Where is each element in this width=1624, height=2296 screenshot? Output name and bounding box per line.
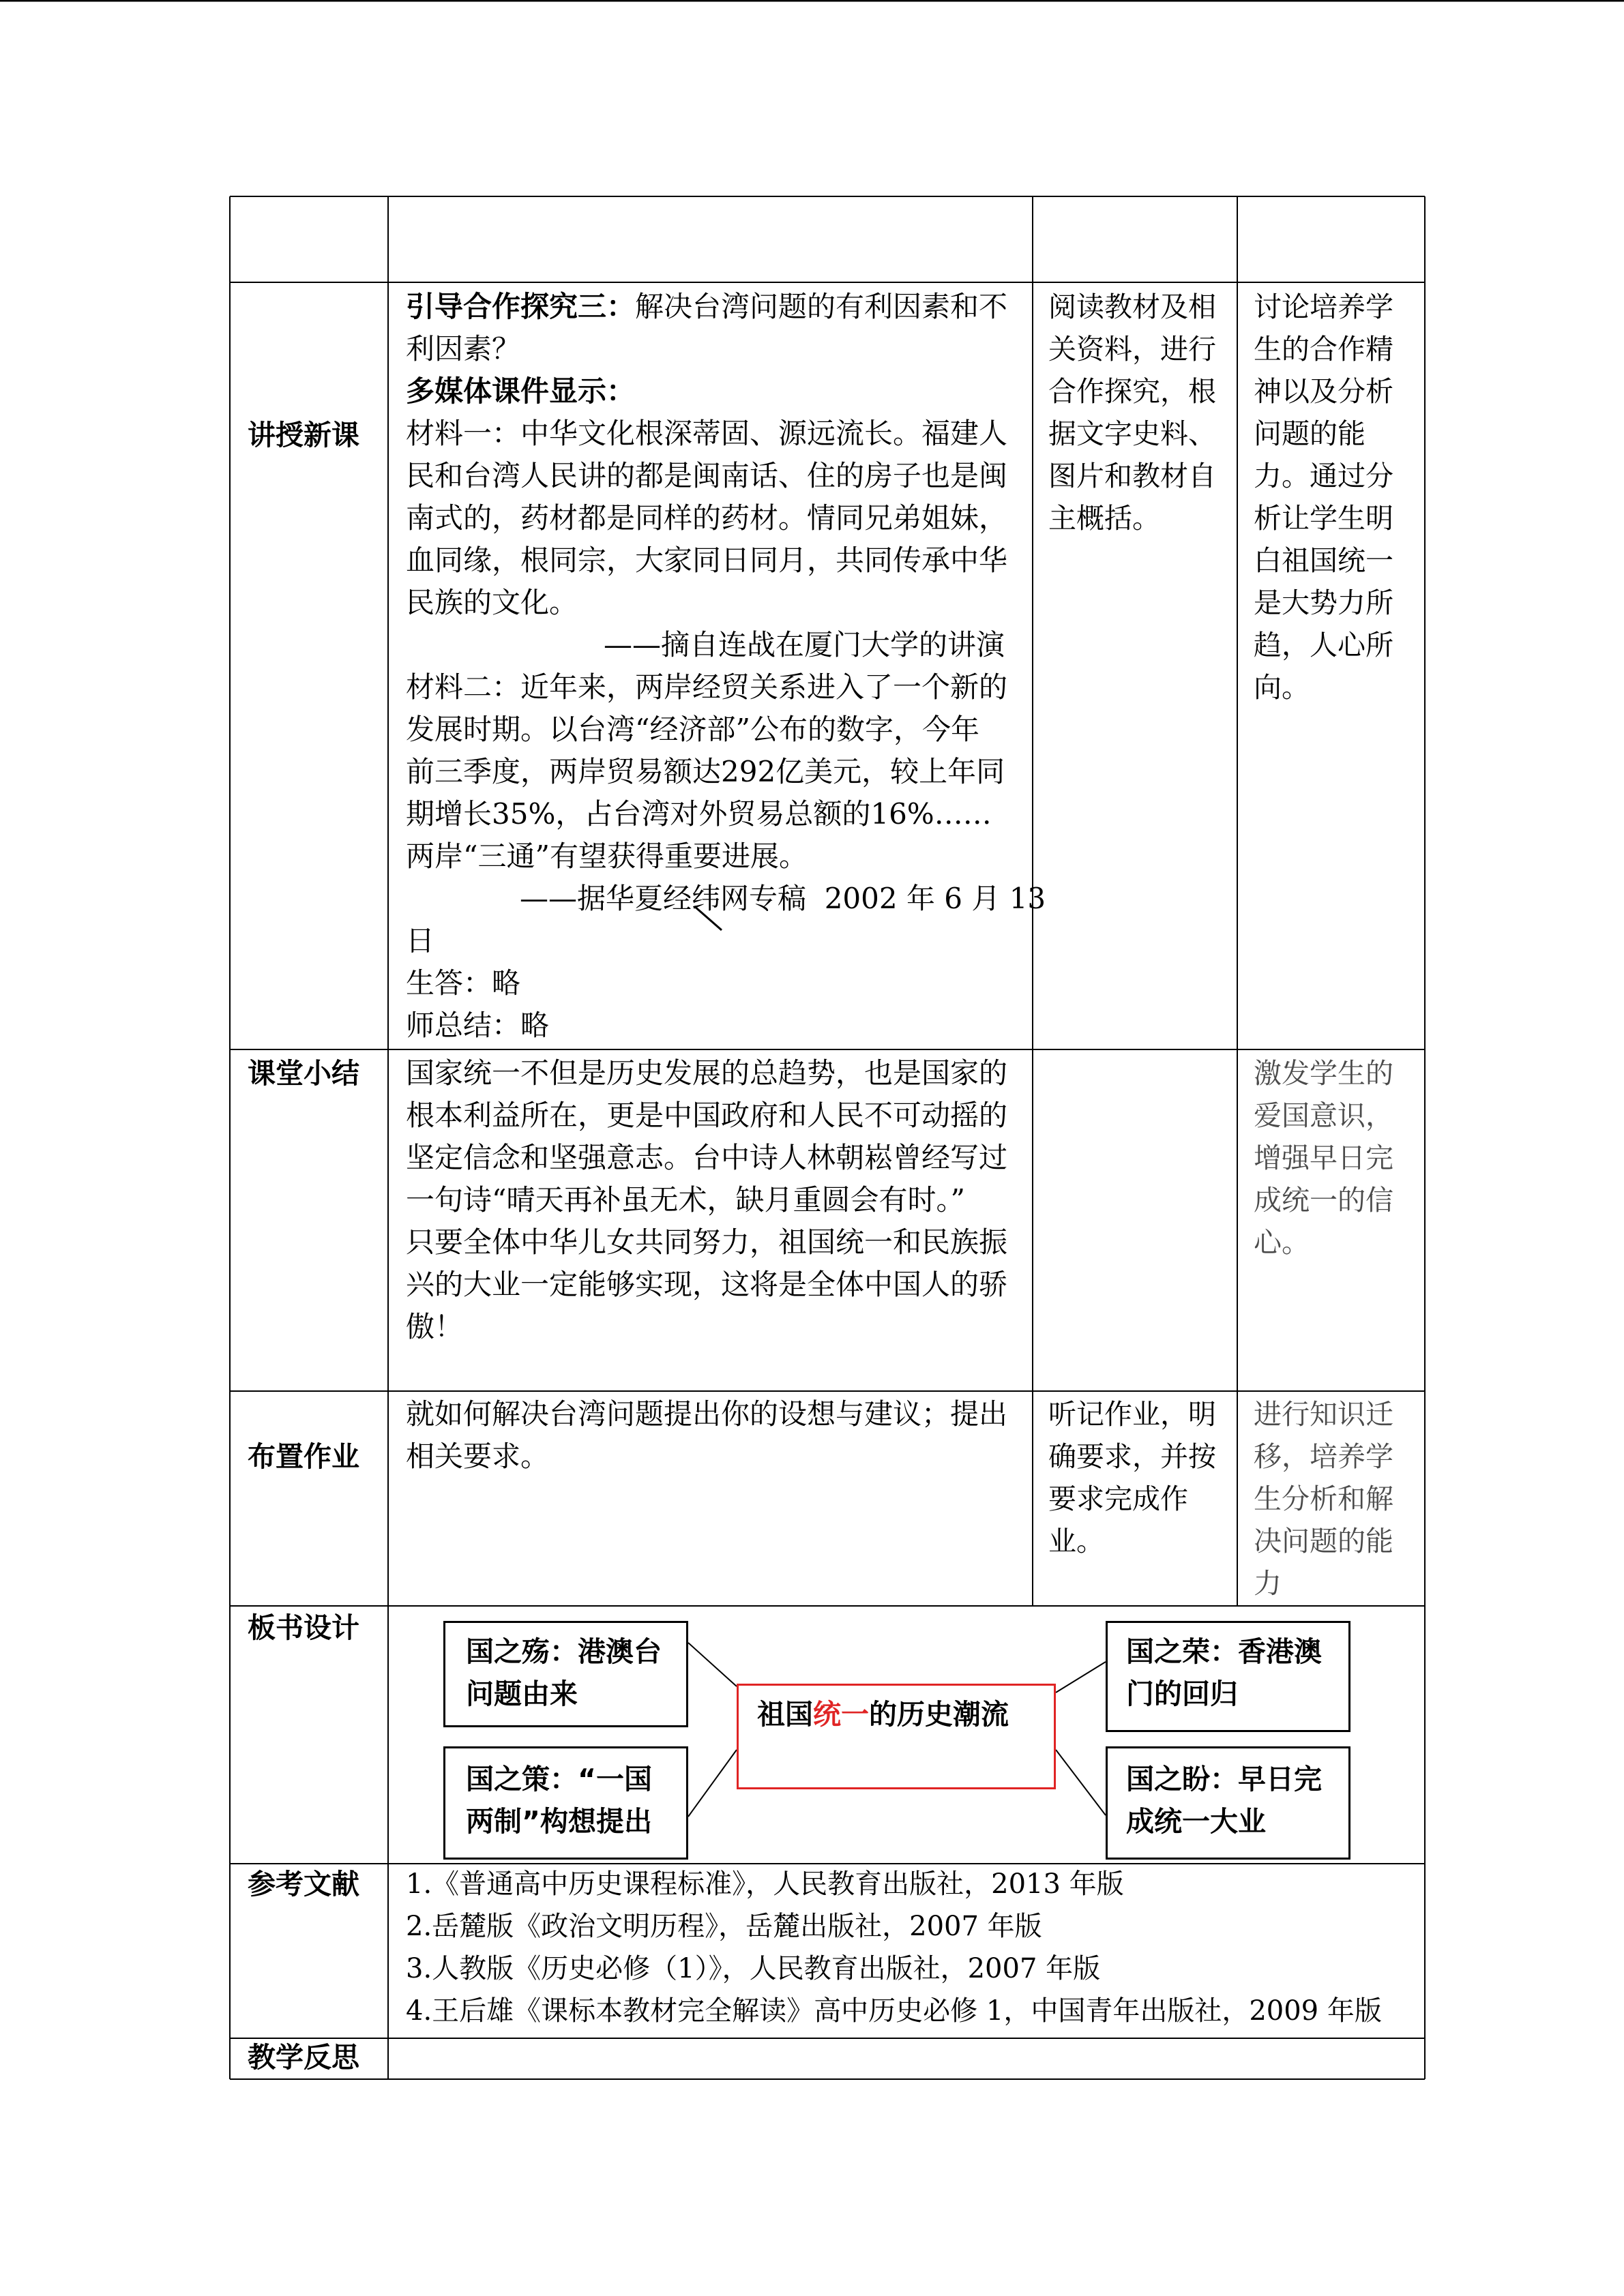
student-activity-line: 主概括。	[1048, 502, 1160, 535]
summary-line: 只要全体中华儿女共同努力，祖国统一和民族振	[406, 1225, 1008, 1259]
design-intent-line: 移，培养学	[1254, 1440, 1393, 1473]
design-intent-line: 激发学生的	[1254, 1057, 1393, 1090]
board-box-line: 两制”构想提出	[466, 1805, 652, 1838]
summary-line: 国家统一不但是历史发展的总趋势，也是国家的	[406, 1056, 1008, 1090]
connector-line	[1056, 1750, 1106, 1815]
material-1-source: ——摘自连战在厦门大学的讲演	[604, 628, 1005, 661]
design-intent-line: 生分析和解	[1254, 1482, 1393, 1515]
student-activity-line: 确要求，并按	[1048, 1440, 1216, 1473]
material-1-line: 南式的，药材都是同样的药材。情同兄弟姐妹，	[406, 501, 1008, 535]
design-intent-line: 进行知识迁	[1254, 1398, 1393, 1431]
board-center-text: 的历史潮流	[869, 1698, 1009, 1731]
board-box-line: 门的回归	[1126, 1678, 1238, 1710]
references-list	[406, 1863, 1382, 2032]
homework-student-activity	[1048, 1393, 1216, 1562]
board-box-line: 国之荣：香港澳	[1126, 1635, 1322, 1668]
teacher-summary: 师总结：略	[406, 1009, 550, 1042]
material-2-line: 前三季度，两岸贸易额达292亿美元，较上年同	[406, 755, 1005, 788]
connector-line	[1056, 1662, 1106, 1693]
material-2-source: ——据华夏经纬网专稿 2002 年 6 月 13	[520, 882, 1046, 915]
summary-line: 根本利益所在，更是中国政府和人民不可动摇的	[406, 1099, 1008, 1132]
board-box-line: 国之殇：港澳台	[466, 1635, 662, 1668]
reference-item: 3.人教版《历史必修（1）》，人民教育出版社，2007 年版	[406, 1953, 1101, 1984]
board-box-line: 成统一大业	[1126, 1805, 1266, 1838]
design-intent-line: 生的合作精	[1254, 333, 1393, 366]
student-activity-line: 要求完成作	[1048, 1482, 1188, 1515]
student-activity-line: 图片和教材自	[1048, 460, 1216, 492]
design-intent-line: 心。	[1254, 1226, 1310, 1259]
homework-line: 就如何解决台湾问题提出你的设想与建议；提出	[406, 1397, 1008, 1431]
board-box-top-right	[1106, 1621, 1350, 1732]
inquiry-heading-label: 引导合作探究三：	[406, 290, 636, 323]
board-box-line: 国之盼：早日完	[1126, 1763, 1322, 1795]
summary-line: 一句诗“晴天再补虽无术，缺月重圆会有时。”	[406, 1183, 965, 1217]
summary-line: 傲！	[406, 1310, 464, 1343]
homework-design-intent	[1254, 1393, 1393, 1605]
design-intent-line: 力。通过分	[1254, 460, 1393, 492]
design-intent-line: 是大势力所	[1254, 586, 1393, 619]
material-2-line: 两岸“三通”有望获得重要进展。	[406, 839, 808, 873]
design-intent-line: 决问题的能	[1254, 1525, 1393, 1557]
connector-line	[688, 1643, 737, 1686]
row-label-teaching: 讲授新课	[248, 419, 359, 451]
design-intent-line: 向。	[1254, 671, 1310, 704]
board-box-bottom-left	[443, 1746, 688, 1860]
material-2-line: 发展时期。以台湾“经济部”公布的数字，今年	[406, 713, 979, 746]
homework-line: 相关要求。	[406, 1440, 550, 1473]
board-box-line: 问题由来	[466, 1678, 578, 1710]
material-2-line: 材料二：近年来，两岸经贸关系进入了一个新的	[406, 670, 1008, 704]
student-activity-line: 听记作业，明	[1048, 1398, 1216, 1431]
teaching-content	[406, 286, 1046, 1047]
inquiry-heading-continued: 利因素？	[406, 332, 521, 366]
design-intent-line: 析让学生明	[1254, 502, 1393, 535]
summary-design-intent	[1254, 1052, 1393, 1264]
board-center-text: 祖国	[757, 1698, 813, 1731]
design-intent-line: 白祖国统一	[1254, 544, 1393, 577]
material-1-line: 材料一：中华文化根深蒂固、源远流长。福建人	[406, 417, 1008, 450]
summary-line: 坚定信念和坚强意志。台中诗人林朝崧曾经写过	[406, 1141, 1008, 1174]
teaching-design-intent	[1254, 286, 1393, 709]
row-label-reflection: 教学反思	[248, 2041, 359, 2074]
board-box-bottom-right	[1106, 1746, 1350, 1860]
design-intent-line: 成统一的信	[1254, 1184, 1393, 1217]
summary-line: 兴的大业一定能够实现，这将是全体中国人的骄	[406, 1268, 1008, 1301]
connector-line	[688, 1750, 737, 1817]
multimedia-label: 多媒体课件显示：	[406, 374, 636, 408]
inquiry-heading-line	[406, 286, 1046, 328]
material-2	[406, 666, 1046, 878]
homework-content	[406, 1393, 1007, 1478]
board-box-center	[737, 1684, 1056, 1789]
student-activity-line: 据文字史料、	[1048, 417, 1216, 450]
board-center-title	[757, 1693, 1054, 1735]
material-1-line: 血同缘，根同宗，大家同日同月，共同传承中华	[406, 543, 1008, 577]
design-intent-line: 增强早日完	[1254, 1142, 1393, 1174]
design-intent-line: 讨论培养学	[1254, 290, 1393, 323]
board-box-top-left	[443, 1621, 688, 1727]
board-box-line: 国之策：“一国	[466, 1763, 652, 1795]
design-intent-line: 神以及分析	[1254, 375, 1393, 408]
reference-item: 1.《普通高中历史课程标准》，人民教育出版社，2013 年版	[406, 1868, 1124, 1900]
design-intent-line: 趋，人心所	[1254, 629, 1393, 661]
material-1	[406, 413, 1046, 624]
row-label-board: 板书设计	[248, 1611, 359, 1644]
row-label-homework: 布置作业	[248, 1440, 359, 1473]
teaching-student-activity	[1048, 286, 1216, 539]
inquiry-heading-text: 解决台湾问题的有利因素和不	[635, 290, 1008, 323]
material-2-line: 期增长35%，占台湾对外贸易总额的16%……	[406, 797, 992, 831]
row-label-references: 参考文献	[248, 1868, 359, 1900]
design-intent-line: 力	[1254, 1567, 1282, 1600]
student-activity-line: 阅读教材及相	[1048, 290, 1216, 323]
student-activity-line: 关资料，进行	[1048, 333, 1216, 366]
material-2-source-continued: 日	[406, 924, 435, 957]
reference-item: 4.王后雄《课标本教材完全解读》高中历史必修 1，中国青年出版社，2009 年版	[406, 1995, 1382, 2027]
material-1-line: 民和台湾人民讲的都是闽南话、住的房子也是闽	[406, 459, 1008, 492]
design-intent-line: 问题的能	[1254, 417, 1365, 450]
reference-item: 2.岳麓版《政治文明历程》，岳麓出版社，2007 年版	[406, 1911, 1042, 1942]
student-answer: 生答：略	[406, 966, 521, 1000]
row-label-summary: 课堂小结	[248, 1057, 359, 1090]
board-center-highlight: 统一	[813, 1698, 869, 1731]
design-intent-line: 爱国意识，	[1254, 1099, 1393, 1132]
student-activity-line: 合作探究，根	[1048, 375, 1216, 408]
student-activity-line: 业。	[1048, 1525, 1104, 1557]
summary-content	[406, 1052, 1007, 1348]
material-1-line: 民族的文化。	[406, 586, 578, 619]
